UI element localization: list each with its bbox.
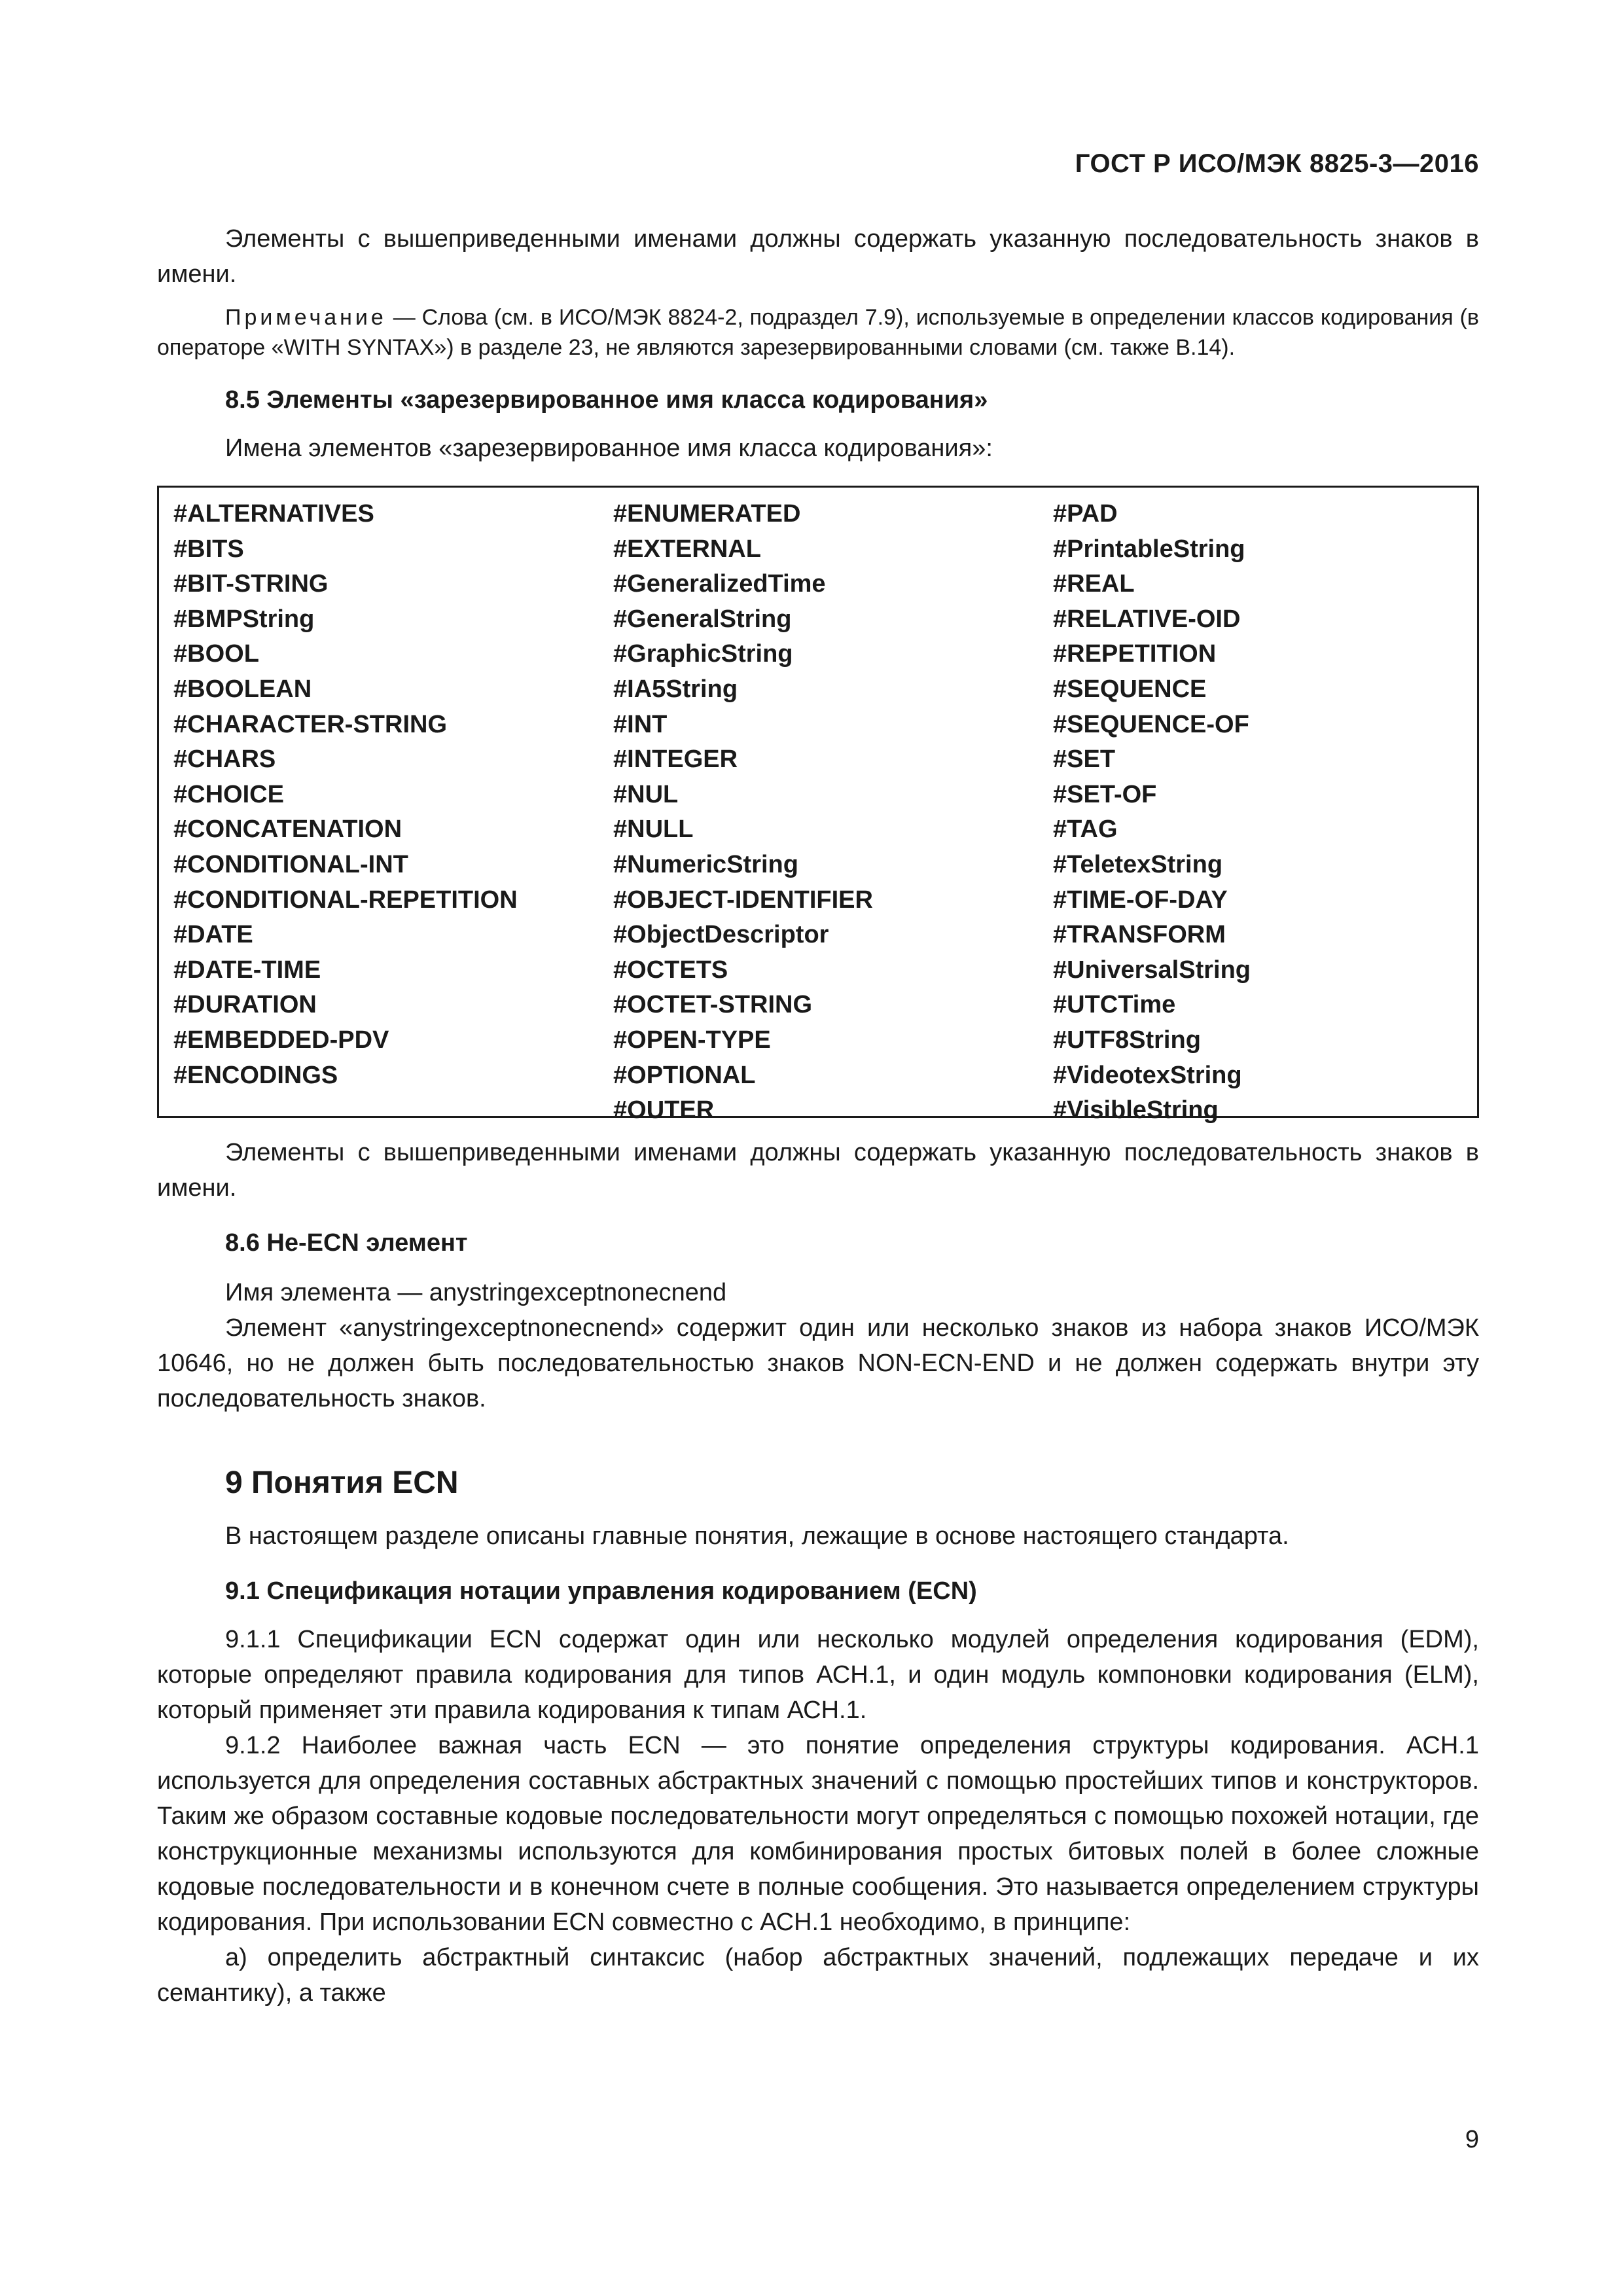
table-cell: #GeneralString bbox=[613, 605, 792, 633]
table-cell: #TAG bbox=[1053, 816, 1118, 844]
table-cell: #ENCODINGS bbox=[173, 1061, 338, 1089]
table-cell: #CONDITIONAL-REPETITION bbox=[173, 886, 518, 914]
section-9-1-1: 9.1.1 Спецификации ECN содержат один или несколько модулей определения кодирования (EDM), которые определяют правила кодирования для типов АСН.1, и один модуль компоновки кодирования (ELM), который применяет эти правила кодирования к типам АСН.1. bbox=[157, 1626, 1479, 1724]
table-cell: #PAD bbox=[1053, 500, 1118, 528]
table-cell: #TeletexString bbox=[1053, 850, 1223, 878]
table-cell: #GeneralizedTime bbox=[613, 570, 826, 598]
table-cell: #OUTER bbox=[613, 1096, 715, 1124]
table-cell: #CONCATENATION bbox=[173, 816, 402, 844]
table-cell: #TIME-OF-DAY bbox=[1053, 886, 1228, 914]
table-cell: #BMPString bbox=[173, 605, 315, 633]
table-cell: #ALTERNATIVES bbox=[173, 500, 374, 528]
table-cell: #SEQUENCE bbox=[1053, 675, 1207, 703]
section-9-1-2: 9.1.2 Наиболее важная часть ECN — это понятие определения структуры кодирования. АСН.1 используется для определения составных абстрактных значений с помощью простейших типов и конструкторов. Таким же образом составные кодовые последовательности могут определяться с помощью похожей нотации, где конструкционные механизмы используются для комбинирования простых битовых полей в более сложные кодовые последовательности и в конечном счете в полные сообщения. Это называется определением структуры кодирования. При использовании ECN совместно с АСН.1 необходимо, в принципе: bbox=[157, 1732, 1479, 1936]
document-header: ГОСТ Р ИСО/МЭК 8825-3—2016 bbox=[1075, 149, 1479, 178]
table-cell: #EXTERNAL bbox=[613, 535, 761, 563]
table-cell: #ObjectDescriptor bbox=[613, 921, 829, 949]
table-cell: #TRANSFORM bbox=[1053, 921, 1226, 949]
note-paragraph bbox=[157, 302, 1479, 363]
table-cell: #REAL bbox=[1053, 570, 1135, 598]
note-text: — Слова (см. в ИСО/МЭК 8824-2, подраздел 7.9), используемые в определении классов кодирования (в операторе «WITH SYNTAX») в разделе 23, не являются зарезервированными словами (см. также В.14). bbox=[157, 305, 1479, 360]
table-cell: #GraphicString bbox=[613, 640, 793, 668]
table-cell: #UniversalString bbox=[1053, 956, 1251, 984]
section-8-6-line-1: Имя элемента — anystringexceptnonecnend bbox=[225, 1279, 727, 1306]
page-content bbox=[157, 221, 1479, 2011]
table-cell: #NULL bbox=[613, 816, 694, 844]
table-cell: #OCTET-STRING bbox=[613, 991, 813, 1019]
section-8-5-intro: Имена элементов «зарезервированное имя класса кодирования»: bbox=[225, 435, 993, 462]
table-cell: #SET bbox=[1053, 745, 1116, 774]
table-cell: #UTF8String bbox=[1053, 1026, 1201, 1054]
table-cell: #NumericString bbox=[613, 850, 798, 878]
table-cell: #BOOLEAN bbox=[173, 675, 312, 703]
table-cell: #BOOL bbox=[173, 640, 259, 668]
table-cell: #RELATIVE-OID bbox=[1053, 605, 1241, 633]
table-cell: #BITS bbox=[173, 535, 244, 563]
section-8-5-heading: 8.5 Элементы «зарезервированное имя класса кодирования» bbox=[225, 386, 988, 414]
table-cell: #IA5String bbox=[613, 675, 738, 703]
table-cell: #OPTIONAL bbox=[613, 1061, 756, 1089]
paragraph-after-table: Элементы с вышеприведенными именами должны содержать указанную последовательность знаков в имени. bbox=[157, 1139, 1479, 1202]
table-cell: #SET-OF bbox=[1053, 780, 1157, 808]
section-8-6-line-2: Элемент «anystringexceptnonecnend» содержит один или несколько знаков из набора знаков ИСО/МЭК 10646, но не должен быть последовательностью знаков NON-ECN-END и не должен содержать внутри эту последовательность знаков. bbox=[157, 1314, 1479, 1412]
note-label: Примечание bbox=[225, 305, 387, 330]
table-cell: #UTCTime bbox=[1053, 991, 1176, 1019]
table-cell: #CHOICE bbox=[173, 780, 284, 808]
table-cell: #REPETITION bbox=[1053, 640, 1217, 668]
table-cell: #DATE bbox=[173, 921, 253, 949]
table-cell: #NUL bbox=[613, 780, 679, 808]
paragraph-top: Элементы с вышеприведенными именами должны содержать указанную последовательность знаков в имени. bbox=[157, 225, 1479, 288]
table-cell: #OPEN-TYPE bbox=[613, 1026, 771, 1054]
page-number: 9 bbox=[1465, 2126, 1479, 2153]
table-cell: #CONDITIONAL-INT bbox=[173, 850, 408, 878]
table-cell: #SEQUENCE-OF bbox=[1053, 710, 1249, 738]
section-9-heading: 9 Понятия ECN bbox=[225, 1465, 459, 1500]
table-cell: #DATE-TIME bbox=[173, 956, 321, 984]
table-cell: #INTEGER bbox=[613, 745, 738, 774]
table-cell: #INT bbox=[613, 710, 668, 738]
table-cell: #DURATION bbox=[173, 991, 317, 1019]
section-8-6-heading: 8.6 Не-ECN элемент bbox=[225, 1229, 468, 1257]
table-cell: #BIT-STRING bbox=[173, 570, 329, 598]
table-cell: #VisibleString bbox=[1053, 1096, 1219, 1124]
section-9-1-heading: 9.1 Спецификация нотации управления кодированием (ECN) bbox=[225, 1577, 977, 1605]
table-cell: #EMBEDDED-PDV bbox=[173, 1026, 389, 1054]
table-column-1 bbox=[159, 497, 599, 1128]
table-cell: #CHARS bbox=[173, 745, 276, 774]
table-column-2 bbox=[599, 497, 1039, 1128]
table-cell: #PrintableString bbox=[1053, 535, 1245, 563]
section-9-intro: В настоящем разделе описаны главные понятия, лежащие в основе настоящего стандарта. bbox=[225, 1522, 1289, 1550]
table-cell: #ENUMERATED bbox=[613, 500, 801, 528]
table-column-3 bbox=[1039, 497, 1478, 1128]
table-cell: #OCTETS bbox=[613, 956, 728, 984]
table-cell: #OBJECT-IDENTIFIER bbox=[613, 886, 873, 914]
reserved-names-table bbox=[157, 486, 1479, 1124]
table-cell: #VideotexString bbox=[1053, 1061, 1242, 1089]
section-9-1-2-item-a: a) определить абстрактный синтаксис (набор абстрактных значений, подлежащих передаче и их семантику), а также bbox=[157, 1944, 1479, 2007]
table-cell: #CHARACTER-STRING bbox=[173, 710, 447, 738]
